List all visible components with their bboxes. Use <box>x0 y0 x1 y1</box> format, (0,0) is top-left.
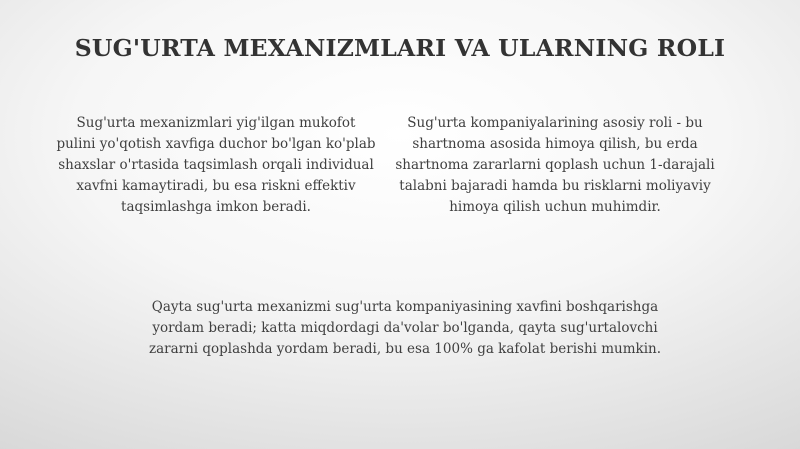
paragraph-right: Sug'urta kompaniyalarining asosiy roli - bu shartnoma asosida himoya qilish, bu erda shartnoma zararlarni qoplash uchun 1-darajali talabni bajaradi hamda bu risklarni moliyaviy himoya qilish uchun muhimdir. <box>395 115 715 215</box>
paragraph-left: Sug'urta mexanizmlari yig'ilgan mukofot pulini yo'qotish xavfiga duchor bo'lgan ko'plab shaxslar o'rtasida taqsimlash orqali individual xavfni kamaytiradi, bu esa riskni effektiv taqsimlashga imkon beradi. <box>56 115 376 215</box>
paragraph-bottom: Qayta sug'urta mexanizmi sug'urta kompaniyasining xavfini boshqarishga yordam beradi; katta miqdordagi da'volar bo'lganda, qayta sug'urtalovchi zararni qoplashda yordam beradi, bu esa 100% ga kafolat berishi mumkin. <box>148 299 662 357</box>
slide-title: SUG'URTA MEXANIZMLARI VA ULARNING ROLI <box>74 34 726 62</box>
